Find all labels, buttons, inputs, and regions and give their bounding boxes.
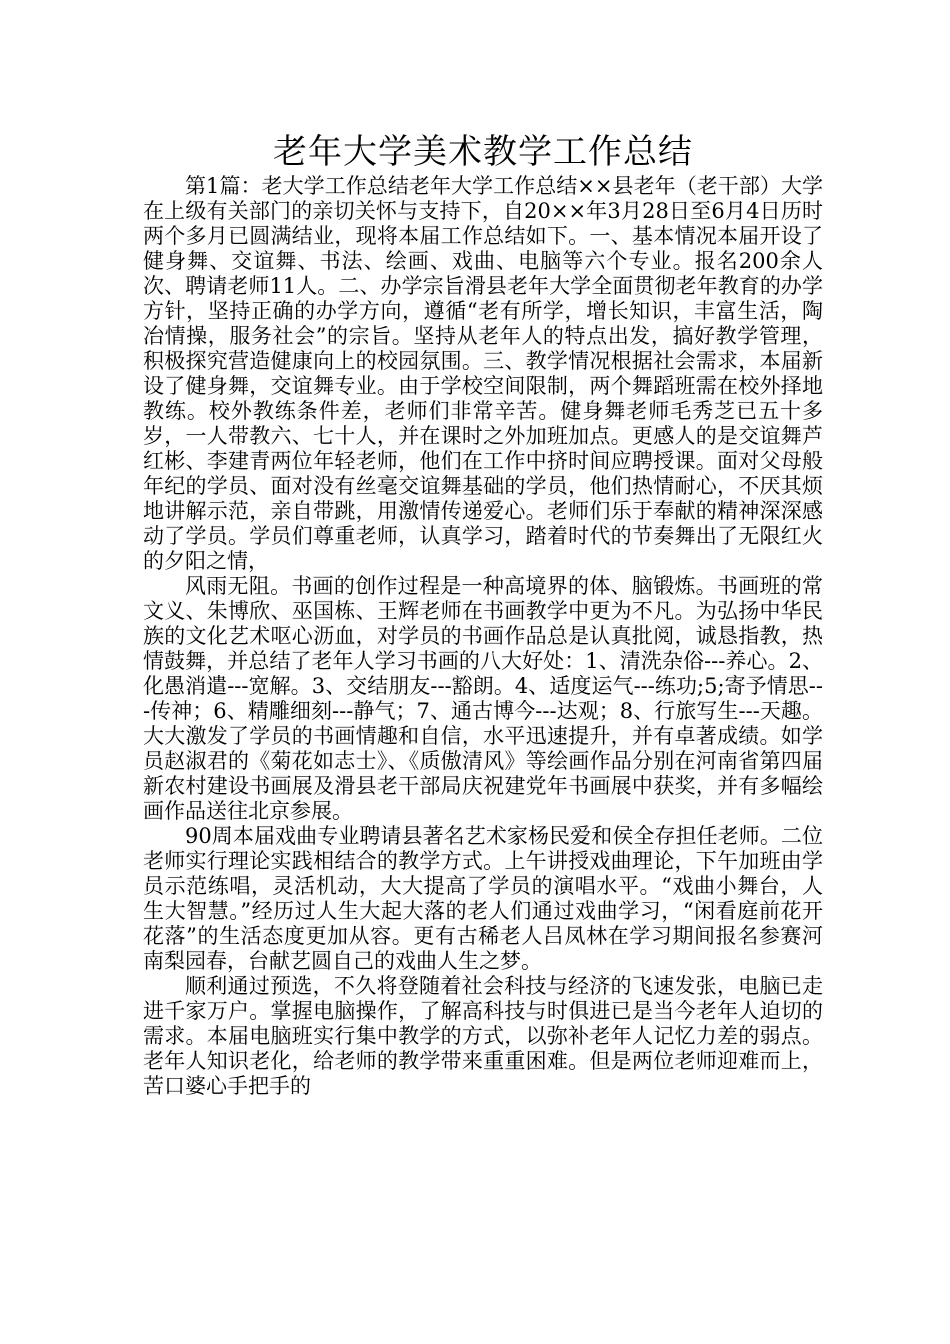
document-page [143,130,823,1099]
document-title: 老年大学美术教学工作总结 [273,132,693,172]
paragraph-4: 顺利通过预选，不久将登随着社会科技与经济的飞速发张，电脑已走进千家万户。掌握电脑操作，了解高科技与时俱进已是当今老年人迫切的需求。本届电脑班实行集中教学的方式，以弥补老年人记忆力差的弱点。老年人知识老化，给老师的教学带来重重困难。但是两位老师迎难而上，苦口婆心手把手的 [143,974,823,1098]
paragraph-2: 风雨无阻。书画的创作过程是一种高境界的体、脑锻炼。书画班的常文义、朱博欣、巫国栋、王辉老师在书画教学中更为不凡。为弘扬中华民族的文化艺术呕心沥血，对学员的书画作品总是认真批阅，诚恳指教，热情鼓舞，并总结了老年人学习书画的八大好处：1、清洗杂俗---养心。2、化愚消遣---宽解。3、交结朋友---豁朗。4、适度运气---练功;5;寄予情思---传神；6、精雕细刻---静气；7、通古博今---达观；8、行旅写生---天趣。大大激发了学员的书画情趣和自信，水平迅速提升，并有卓著成绩。如学员赵淑君的《菊花如志士》、《质傲清风》等绘画作品分别在河南省第四届新农村建设书画展及滑县老干部局庆祝建党年书画展中获奖，并有多幅绘画作品送往北京参展。 [143,574,823,823]
paragraph-3: 90周本届戏曲专业聘请县著名艺术家杨民爱和侯全存担任老师。二位老师实行理论实践相结合的教学方式。上午讲授戏曲理论，下午加班由学员示范练唱，灵活机动，大大提高了学员的演唱水平。“戏曲小舞台，人生大智慧。”经历过人生大起大落的老人们通过戏曲学习，“闲看庭前花开花落”的生活态度更加从容。更有古稀老人吕凤林在学习期间报名参赛河南梨园春，台献艺圆自己的戏曲人生之梦。 [143,824,823,973]
paragraph-1: 第1篇：老大学工作总结老年大学工作总结××县老年（老干部）大学在上级有关部门的亲切关怀与支持下，自20××年3月28日至6月4日历时两个多月已圆满结业，现将本届工作总结如下。一、基本情况本届开设了健身舞、交谊舞、书法、绘画、戏曲、电脑等六个专业。报名200余人次、聘请老师11人。二、办学宗旨滑县老年大学全面贯彻老年教育的办学方针，坚持正确的办学方向，遵循“老有所学，增长知识，丰富生活，陶冶情操，服务社会”的宗旨。坚持从老年人的特点出发，搞好教学管理，积极探究营造健康向上的校园氛围。三、教学情况根据社会需求，本届新设了健身舞，交谊舞专业。由于学校空间限制，两个舞蹈班需在校外择地教练。校外教练条件差，老师们非常辛苦。健身舞老师毛秀芝已五十多岁，一人带教六、七十人，并在课时之外加班加点。更感人的是交谊舞芦红彬、李建青两位年轻老师，他们在工作中挤时间应聘授课。面对父母般年纪的学员、面对没有丝毫交谊舞基础的学员，他们热情耐心，不厌其烦地讲解示范，亲自带跳，用激情传递爱心。老师们乐于奉献的精神深深感动了学员。学员们尊重老师，认真学习，踏着时代的节奏舞出了无限红火的夕阳之情， [143,174,823,573]
